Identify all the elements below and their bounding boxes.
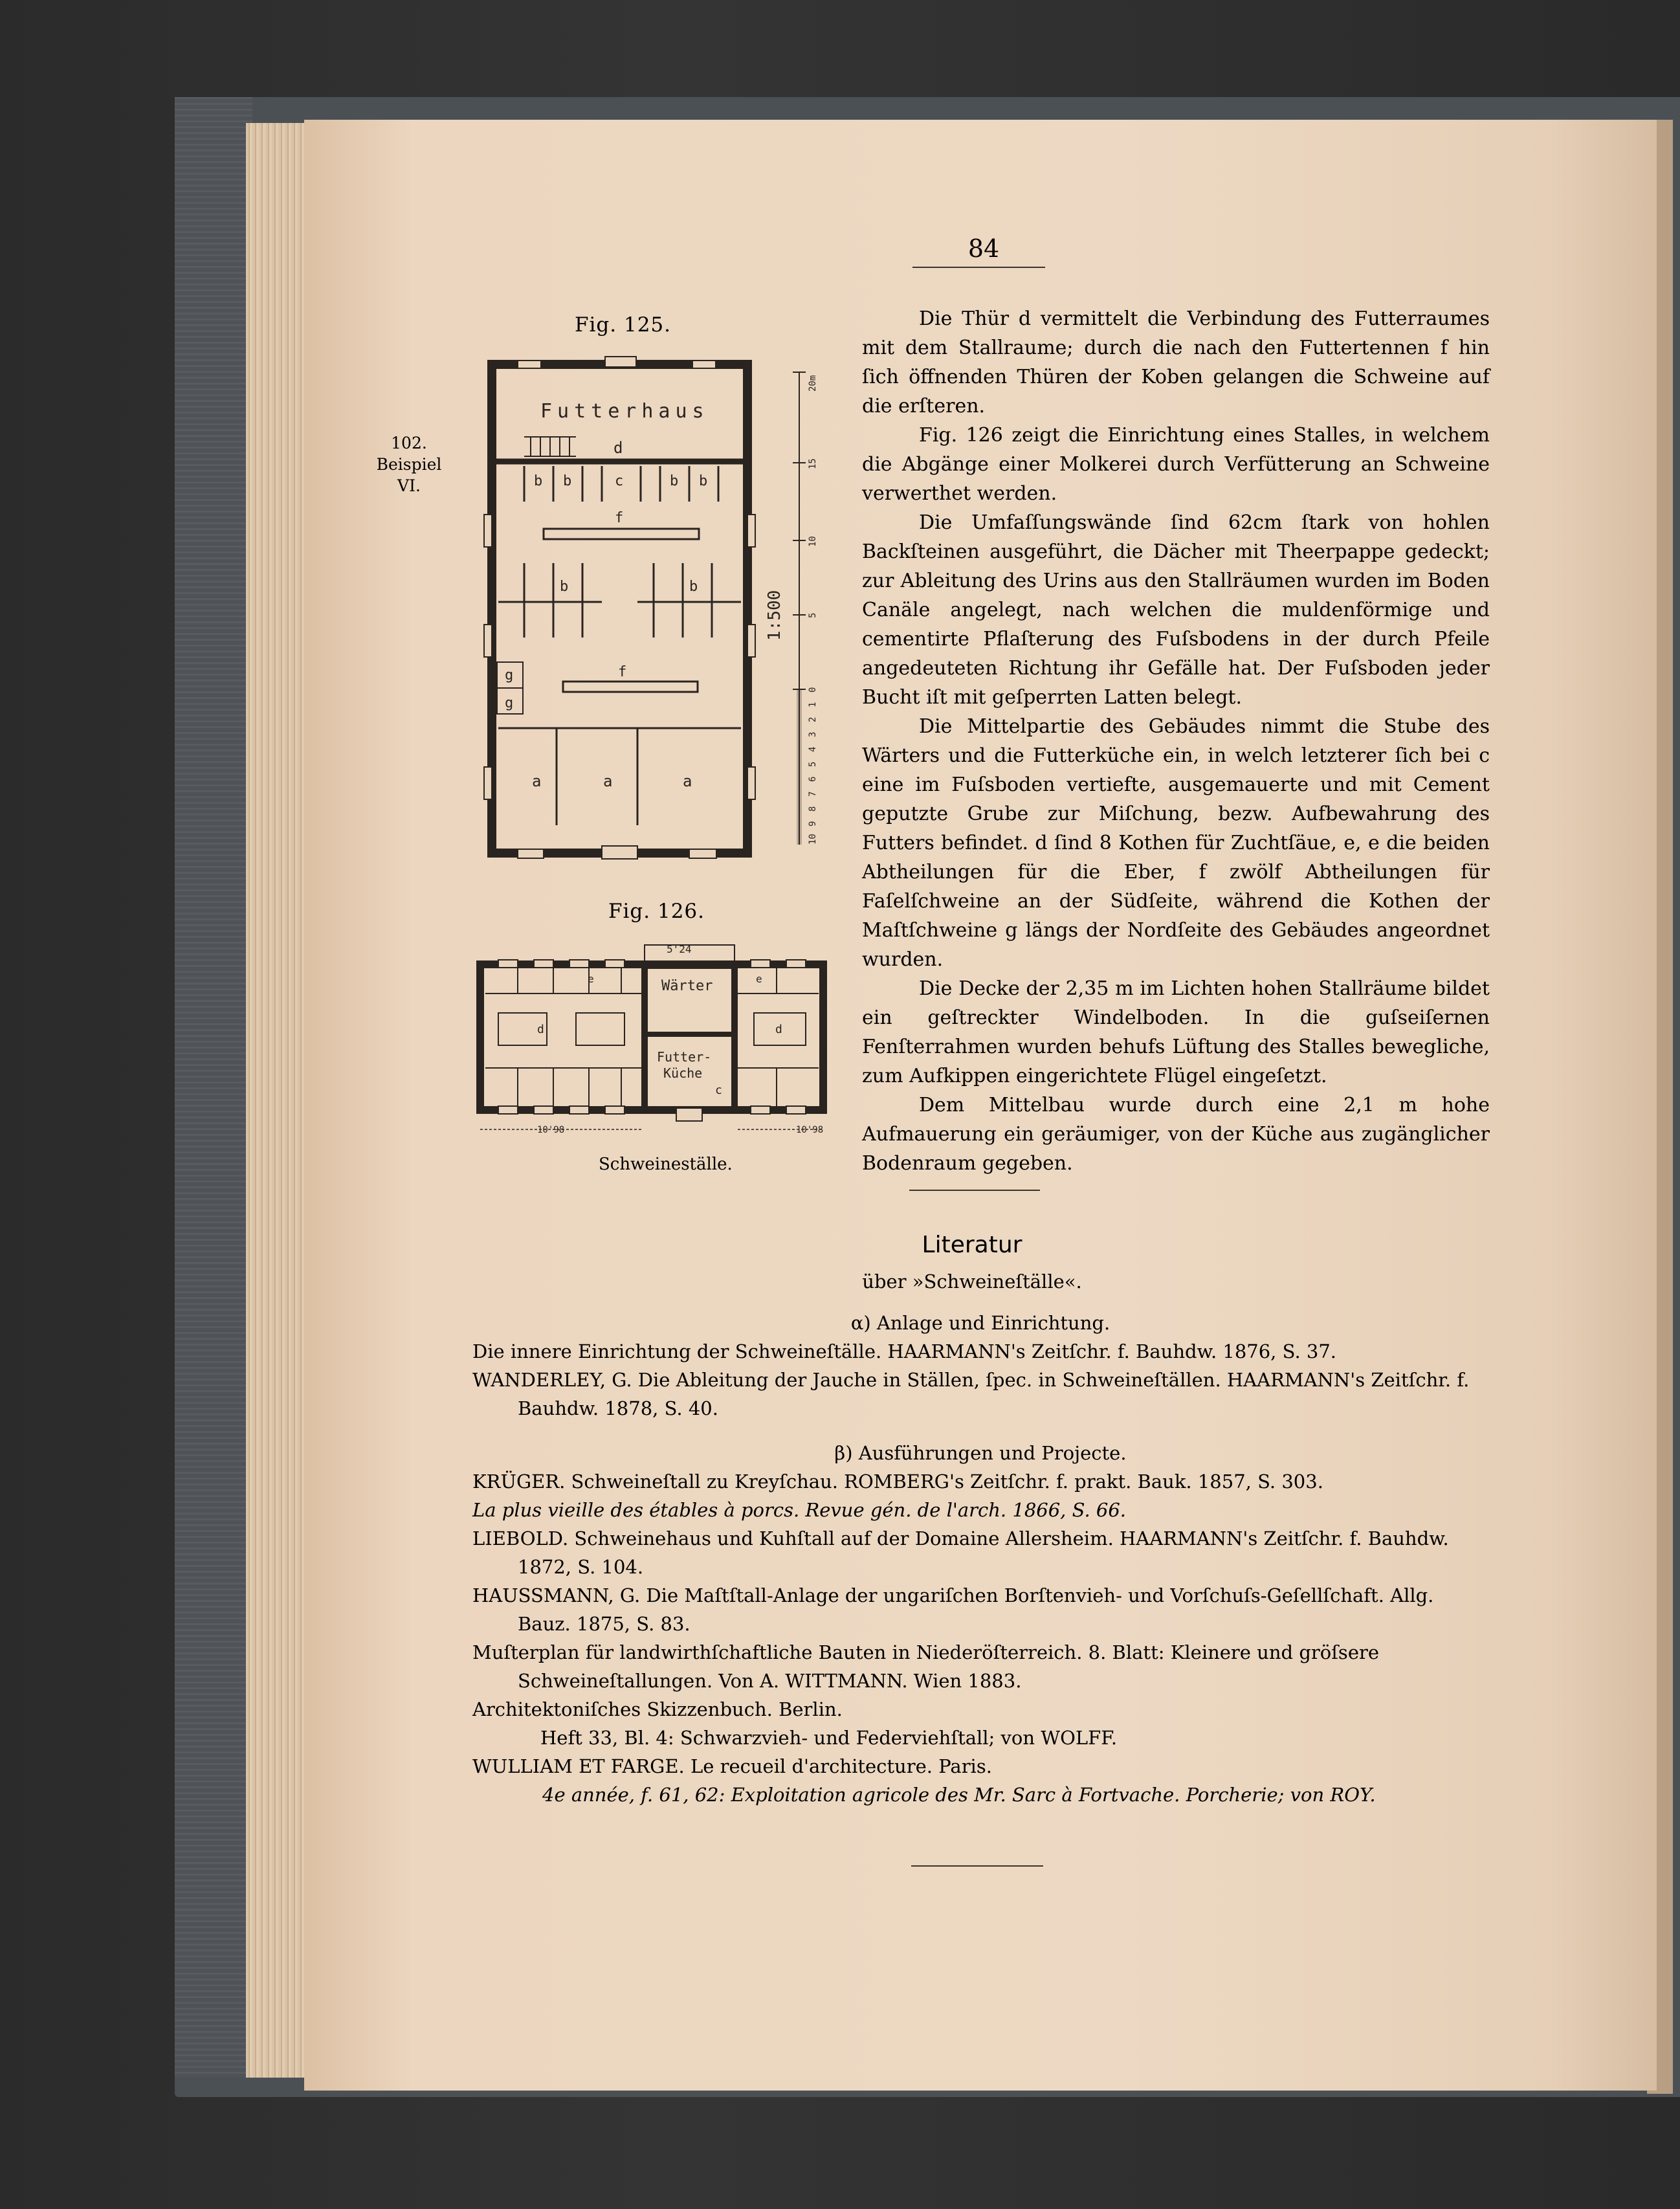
literature-title: Literatur xyxy=(922,1232,1022,1258)
plan125-g-label: g xyxy=(505,695,514,711)
plan125-a-label: a xyxy=(603,772,613,790)
body-paragraph: Die Decke der 2,35 m im Lichten hohen Stallräume bildet ein geſtreckter Windelboden. In die guſseiſernen Fenſterrahmen wurden behufs Lüftung des Stalles bewegliche, zum Aufkippen eingerichtete Flügel eingeſetzt. xyxy=(862,977,1490,1087)
end-rule xyxy=(911,1865,1043,1867)
body-paragraph: Die Mittelpartie des Gebäudes nimmt die Stube des Wärters und die Futterküche ein, in welch letzterer ſich bei c eine im Fuſsboden vertiefte, ausgemauerte und mit Cement geputzte Grube zur Miſchung, bezw. Aufbewahrung des Futters befindet. d ſind 8 Kothen für Zuchtſäue, e, e die beiden Abtheilungen für die Eber, f zwölf Abtheilungen für Faſelſchweine an der Südſeite, während die Kothen der Maſtſchweine g längs der Nordſeite des Gebäudes angeordnet wurden. xyxy=(862,715,1490,971)
plan125-scale-label: 1:500 xyxy=(765,590,784,641)
scale-tick: 2 xyxy=(808,716,818,722)
bib-entry: LIEBOLD. Schweinehaus und Kuhſtall auf der Domaine Allersheim. HAARMANN's Zeitſchr. f. Bauhdw. 1872, S. 104. xyxy=(472,1527,1449,1578)
scale-tick: 10 xyxy=(808,536,818,547)
plan125-a-label: a xyxy=(683,772,692,790)
body-paragraph: Dem Mittelbau wurde durch eine 2,1 m hohe Aufmauerung ein geräumiger, von der Küche aus zugänglicher Bodenraum gegeben. xyxy=(862,1094,1490,1175)
plan126-pen-lines xyxy=(485,968,819,1106)
body-paragraph: Fig. 126 zeigt die Einrichtung eines Stalles, in welchem die Abgänge einer Molkerei durch Verfütterung an Schweine verwerthet werden. xyxy=(862,424,1490,505)
margin-note xyxy=(370,432,448,496)
bib-section-heading: β) Ausführungen und Projecte. xyxy=(834,1442,1127,1464)
plan125-a-label: a xyxy=(532,772,542,790)
bib-entry: 4e année, f. 61, 62: Exploitation agricole des Mr. Sarc à Fortvache. Porcherie; von ROY. xyxy=(542,1784,1376,1806)
scale-tick: 10 xyxy=(808,834,818,845)
literature-subtitle: über »Schweineſtälle«. xyxy=(862,1271,1082,1293)
bib-entry: HAUSSMANN, G. Die Maſtſtall-Anlage der ungariſchen Borſtenvieh- und Vorſchuſs-Geſellſchaft. Allg. Bauz. 1875, S. 83. xyxy=(472,1584,1434,1635)
body-text xyxy=(862,304,1490,1178)
plan125-g-label: g xyxy=(505,667,514,683)
scale-tick: 7 xyxy=(808,791,818,797)
margin-note-line: 102. xyxy=(391,434,427,452)
bib-entry: Muſterplan für landwirthſchaftliche Bauten in Niederöſterreich. 8. Blatt: Kleinere und gröſsere Schweineſtallungen. Von A. WITTMANN. Wien 1883. xyxy=(472,1641,1380,1692)
margin-note-line: VI. xyxy=(397,476,421,495)
plan126-kuche-label: Küche xyxy=(663,1065,703,1081)
plan125-scale-ticks xyxy=(808,375,818,845)
scale-tick: 20m xyxy=(808,375,818,392)
plan125-scale-bar xyxy=(793,372,806,845)
plan125-pen-label: b xyxy=(699,473,708,489)
scale-tick: 15 xyxy=(808,458,818,469)
fig125-caption: Fig. 125. xyxy=(575,313,671,337)
plan126-d-label: d xyxy=(537,1023,544,1036)
plan126-e-label: e xyxy=(756,973,762,985)
scale-tick: 0 xyxy=(808,687,818,693)
bibliography-section-a xyxy=(472,1309,1488,1423)
bib-entry: La plus vieille des étables à porcs. Revue gén. de l'arch. 1866, S. 66. xyxy=(472,1499,1127,1521)
bib-section-heading: α) Anlage und Einrichtung. xyxy=(850,1312,1111,1334)
scale-tick: 1 xyxy=(808,702,818,707)
plan126-futter-label: Futter- xyxy=(657,1049,712,1065)
book-spine-cloth xyxy=(175,97,252,2078)
scale-tick: 5 xyxy=(808,612,818,618)
plan126-e-label: e xyxy=(588,973,594,985)
body-paragraph: Die Thür d vermittelt die Verbindung des Futterraumes mit dem Stallraume; durch die nach den Futtertennen f hin ſich öffnenden Thüren der Koben gelangen die Schweine auf die erſteren. xyxy=(862,307,1490,417)
plan125-trough-label: f xyxy=(618,664,627,680)
plan125-room-label: Futterhaus xyxy=(540,400,709,423)
plan126-warter-label: Wärter xyxy=(661,978,713,994)
plan125-pen-label: b xyxy=(689,579,698,595)
bib-entry: KRÜGER. Schweineſtall zu Kreyſchau. ROMBERG's Zeitſchr. f. prakt. Bauk. 1857, S. 303. xyxy=(472,1471,1323,1493)
plan125-pen-label: b xyxy=(534,473,543,489)
margin-note-line: Beispiel xyxy=(376,455,442,474)
bib-entry: Heft 33, Bl. 4: Schwarzvieh- und Federviehſtall; von WOLFF. xyxy=(540,1727,1118,1749)
fig126-floor-plan xyxy=(472,938,835,1139)
scale-tick: 3 xyxy=(808,731,818,737)
plan125-pen-label: c xyxy=(615,473,624,489)
fig126-caption: Fig. 126. xyxy=(608,900,705,923)
scale-tick: 9 xyxy=(808,821,818,827)
scale-tick: 5 xyxy=(808,761,818,767)
fig126-subcaption: Schweineställe. xyxy=(599,1155,733,1174)
bib-entry: WULLIAM ET FARGE. Le recueil d'architecture. Paris. xyxy=(472,1755,992,1777)
scale-tick: 8 xyxy=(808,806,818,812)
body-paragraph: Die Umfaſſungswände ſind 62cm ſtark von hohlen Backſteinen ausgeführt, die Dächer mit Theerpappe gedeckt; zur Ableitung des Urins aus den Stallräumen wurden im Boden Canäle angelegt, nach welchen die muldenförmige und cementirte Pflaſterung des Fuſsbodens in der durch Pfeile angedeuteten Richtung ihr Gefälle hat. Der Fuſsboden jeder Bucht iſt mit geſperrten Latten belegt. xyxy=(862,511,1490,709)
header-rule xyxy=(912,267,1045,268)
plan125-pen-label: b xyxy=(563,473,572,489)
bib-entry: Architektoniſches Skizzenbuch. Berlin. xyxy=(472,1698,843,1720)
bib-entry: WANDERLEY, G. Die Ableitung der Jauche in Ställen, ſpec. in Schweineſtällen. HAARMANN's Zeitſchr. f. Bauhdw. 1878, S. 40. xyxy=(472,1369,1470,1419)
scale-tick: 6 xyxy=(808,776,818,782)
plan126-c-label: c xyxy=(715,1083,722,1097)
plan125-door-label: d xyxy=(613,439,623,457)
scale-tick: 4 xyxy=(808,746,818,752)
plan126-d-label: d xyxy=(775,1023,782,1036)
page-number: 84 xyxy=(967,234,1000,263)
plan125-trough-label: f xyxy=(615,510,624,526)
plan125-pen-label: b xyxy=(560,579,569,595)
plan126-walls xyxy=(480,945,823,1110)
plan126-top-dim: 5'24 xyxy=(667,943,692,955)
bibliography-section-b xyxy=(472,1439,1488,1809)
fig125-floor-plan xyxy=(479,353,841,864)
plan125-pen-label: b xyxy=(670,473,679,489)
plan126-left-dim: 10'98 xyxy=(537,1125,565,1135)
plan126-right-dim: 10'98 xyxy=(796,1125,824,1135)
section-separator xyxy=(909,1190,1040,1191)
plan125-stair xyxy=(524,437,576,456)
bib-entry: Die innere Einrichtung der Schweineſtälle. HAARMANN's Zeitſchr. f. Bauhdw. 1876, S. 37. xyxy=(472,1340,1337,1362)
